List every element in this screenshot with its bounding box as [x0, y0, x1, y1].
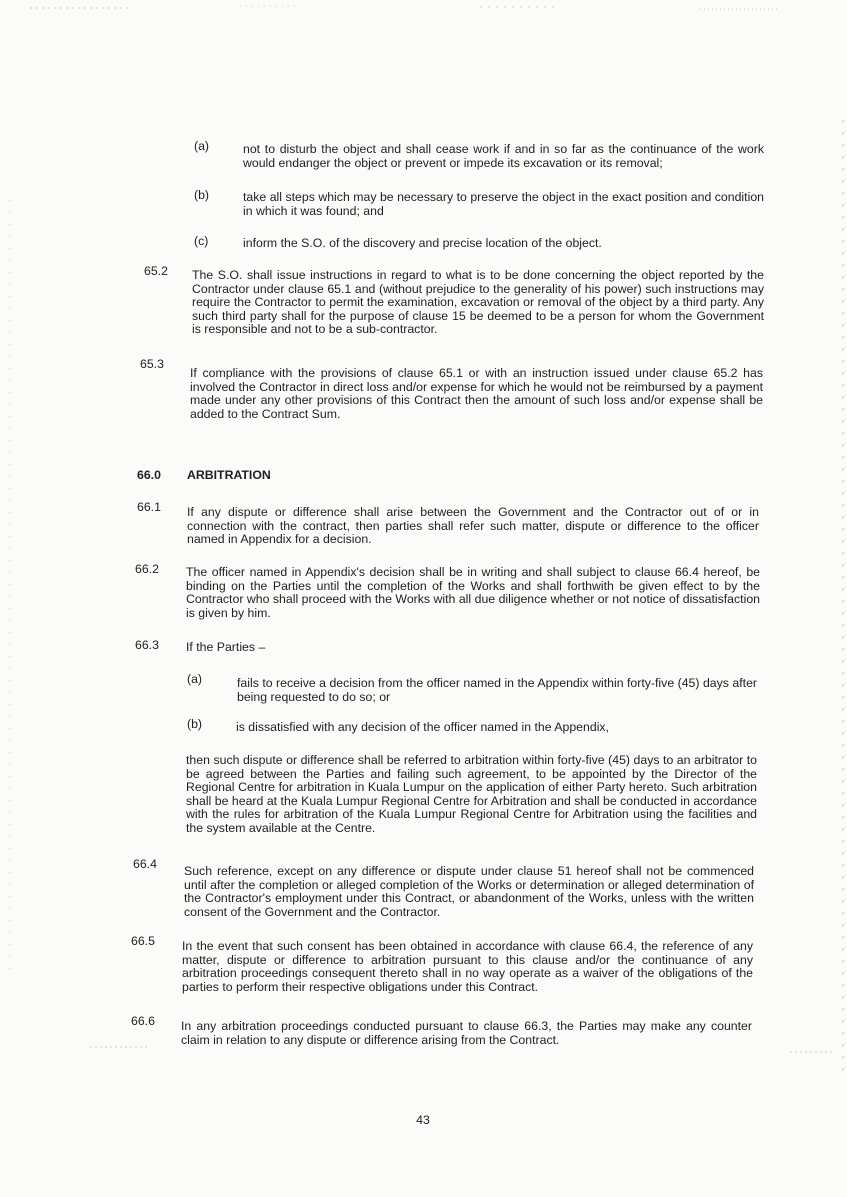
clause-number: 66.4	[133, 857, 157, 871]
section-number: 66.0	[137, 468, 161, 482]
section-title: ARBITRATION	[187, 468, 271, 482]
item-label: (b)	[187, 717, 203, 731]
clause-number: 66.3	[135, 638, 159, 652]
clause-number: 66.1	[137, 500, 161, 514]
item-label: (b)	[194, 188, 210, 202]
clause-text: If any dispute or difference shall arise between the Government and the Contractor out of or in connection with the contract, then parties shall refer such matter, dispute or difference to the officer named in Appendix for a decision.	[187, 505, 759, 546]
clause-text: The officer named in Appendix's decision shall be in writing and shall subject to clause 66.4 hereof, be binding on the Parties until the completion of the Works and shall forthwith be given effect to by the Contractor who shall proceed with the Works with all due diligence whether or not notice of dissatisfaction is given by him.	[186, 565, 760, 620]
clause-text: The S.O. shall issue instructions in regard to what is to be done concerning the object reported by the Contractor under clause 65.1 and (without prejudice to the generality of his power) such instructions may require the Contractor to permit the examination, excavation or removal of the object by a third party. Any such third party shall for the purpose of clause 15 be deemed to be a person for whom the Government is responsible and not to be a sub-contractor.	[192, 268, 764, 336]
clause-number: 66.6	[131, 1014, 155, 1028]
item-label: (c)	[194, 234, 209, 248]
clause-number: 66.5	[131, 934, 155, 948]
clause-number: 65.2	[144, 264, 168, 278]
item-text: fails to receive a decision from the officer named in the Appendix within forty-five (45) days after being requested to do so; or	[237, 676, 757, 704]
item-text: take all steps which may be necessary to preserve the object in the exact position and condition in which it was found; and	[243, 190, 764, 218]
item-text: is dissatisfied with any decision of the officer named in the Appendix,	[236, 720, 609, 734]
clause-text: Such reference, except on any difference or dispute under clause 51 hereof shall not be commenced until after the completion or alleged completion of the Works or determination or alleged determination of the Contractor's employment under this Contract, or abandonment of the Works, unless with the written consent of the Government and the Contractor.	[184, 864, 754, 919]
item-label: (a)	[187, 672, 203, 686]
item-text: not to disturb the object and shall cease work if and in so far as the continuance of the work would endanger the object or prevent or impede its excavation or its removal;	[243, 142, 764, 170]
clause-intro: If the Parties –	[186, 640, 266, 654]
clause-number: 65.3	[140, 357, 164, 371]
page-number: 43	[416, 1113, 430, 1127]
clause-number: 66.2	[135, 562, 159, 576]
clause-text: If compliance with the provisions of clause 65.1 or with an instruction issued under clause 65.2 has involved the Contractor in direct loss and/or expense for which he would not be reimbursed by a payment made under any other provisions of this Contract then the amount of such loss and/or expense shall be added to the Contract Sum.	[190, 366, 763, 421]
item-text: inform the S.O. of the discovery and precise location of the object.	[243, 236, 602, 250]
item-label: (a)	[194, 139, 210, 153]
clause-text: then such dispute or difference shall be referred to arbitration within forty-five (45) days to an arbitrator to be agreed between the Parties and failing such agreement, to be appointed by the Director of the Regional Centre for arbitration in Kuala Lumpur on the application of either Party hereto. Such arbitration shall be heard at the Kuala Lumpur Regional Centre for Arbitration and shall be conducted in accordance with the rules for arbitration of the Kuala Lumpur Regional Centre for Arbitration using the facilities and the system available at the Centre.	[186, 753, 757, 835]
clause-text: In the event that such consent has been obtained in accordance with clause 66.4, the reference of any matter, dispute or difference to arbitration pursuant to this clause and/or the continuance of any arbitration proceedings consequent thereto shall in no way operate as a waiver of the obligations of the parties to perform their respective obligations under this Contract.	[182, 939, 753, 994]
clause-text: In any arbitration proceedings conducted pursuant to clause 66.3, the Parties may make any counter claim in relation to any dispute or difference arising from the Contract.	[181, 1019, 752, 1047]
